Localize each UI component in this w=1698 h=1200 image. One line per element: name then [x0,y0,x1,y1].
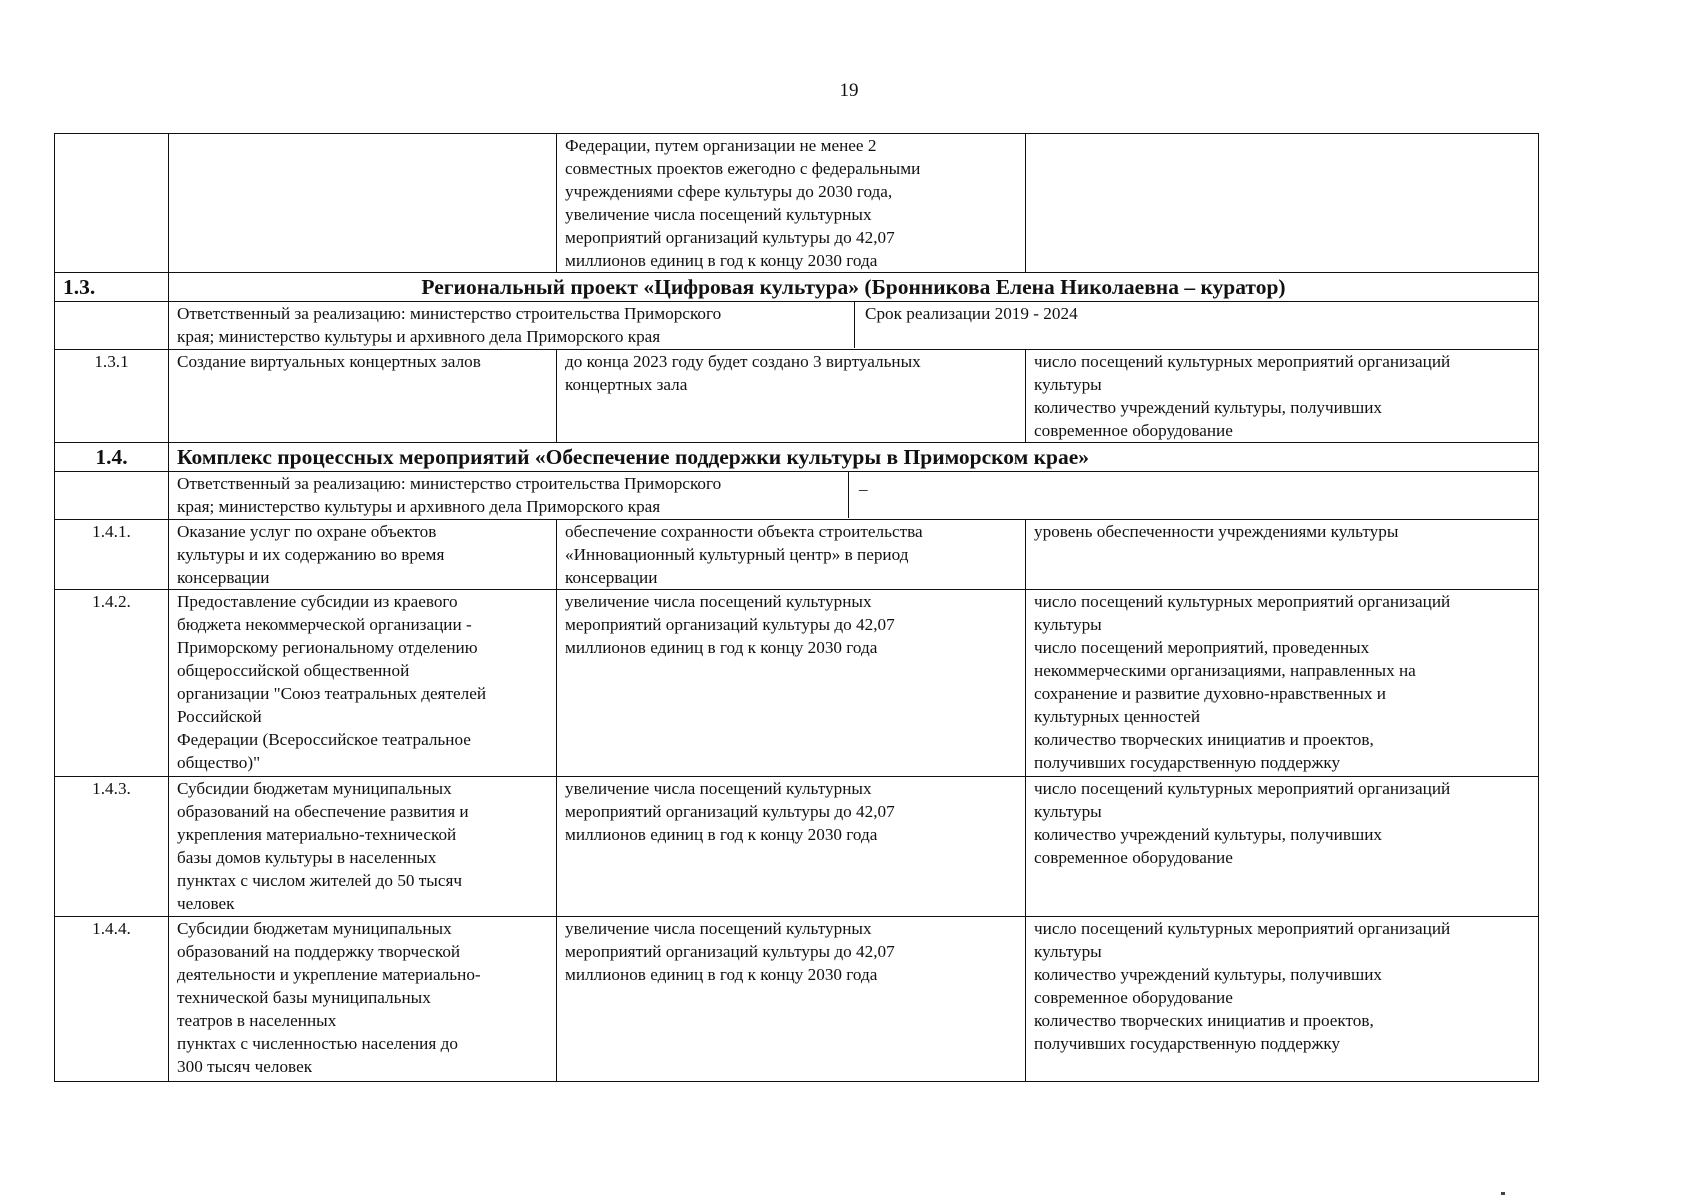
item-indicator-cell [1026,520,1539,590]
cell-line: Ответственный за реализацию: министерство строительства Приморского [177,304,722,323]
cell-line: Субсидии бюджетам муниципальных [177,779,452,798]
cell-line: современное оборудование [1034,988,1233,1007]
cell-line: миллионов единиц в год к концу 2030 года [565,251,878,270]
cell-line: количество творческих инициатив и проектов, [1034,1011,1374,1030]
cell-line: культуры [1034,802,1102,821]
cell-line: технической базы муниципальных [177,988,431,1007]
cell-line: Приморскому региональному отделению [177,638,478,657]
cell-line: мероприятий организаций культуры до 42,07 [565,802,895,821]
responsible-row [55,302,1539,350]
section-title: Региональный проект «Цифровая культура» (Бронникова Елена Николаевна – куратор) [169,273,1539,302]
cell-line: обеспечение сохранности объекта строительства [565,522,923,541]
cell-line: увеличение числа посещений культурных [565,779,872,798]
item-name-cell [169,590,557,777]
responsible-text [169,472,849,518]
table-row [55,350,1539,443]
cell-line: мероприятий организаций культуры до 42,07 [565,942,895,961]
cell-line: пунктах с численностью населения до [177,1034,458,1053]
item-result-cell [557,520,1026,590]
cell-line: бюджета некоммерческой организации - [177,615,472,634]
cell-line: культуры [1034,942,1102,961]
cell-line: деятельности и укрепление материально- [177,965,481,984]
cell-line: миллионов единиц в год к концу 2030 года [565,638,878,657]
item-number: 1.4.3. [92,779,131,798]
cell-line: края; министерство культуры и архивного дела Приморского края [177,497,661,516]
table-row [55,134,1539,273]
cell-line: количество творческих инициатив и проектов, [1034,730,1374,749]
cell-line: базы домов культуры в населенных [177,848,437,867]
section-title: Комплекс процессных мероприятий «Обеспечение поддержки культуры в Приморском крае» [169,443,1539,472]
cell-line: мероприятий организаций культуры до 42,07 [565,228,895,247]
cell-line: миллионов единиц в год к концу 2030 года [565,825,878,844]
item-name-cell [169,134,557,273]
cell-line: увеличение числа посещений культурных [565,592,872,611]
term-text: _ [859,474,868,493]
cell-line: общество)" [177,753,261,772]
cell-line: консервации [177,568,270,587]
cell-line: культуры и их содержанию во время [177,545,445,564]
section-number: 1.3. [55,273,169,302]
cell-line: количество учреждений культуры, получивших [1034,398,1382,417]
cell-line: мероприятий организаций культуры до 42,07 [565,615,895,634]
cell-line: края; министерство культуры и архивного дела Приморского края [177,327,661,346]
section-header-row [55,443,1539,472]
cell-line: число посещений культурных мероприятий организаций [1034,779,1451,798]
item-number: 1.4.4. [92,919,131,938]
item-name-cell [169,520,557,590]
table-row [55,520,1539,590]
cell-line: совместных проектов ежегодно с федеральными [565,159,921,178]
item-result-cell [557,590,1026,777]
empty-cell [55,302,169,350]
cell-line: 300 тысяч человек [177,1057,313,1076]
cell-line: пунктах с числом жителей до 50 тысяч [177,871,463,890]
term-text: Срок реализации 2019 - 2024 [865,304,1078,323]
cell-line: укрепления материально-технической [177,825,457,844]
cell-line: Создание виртуальных концертных залов [177,352,481,371]
cell-line: увеличение числа посещений культурных [565,919,872,938]
cell-line: сохранение и развитие духовно-нравственных и [1034,684,1386,703]
item-result-cell [557,777,1026,917]
measures-table [54,133,1539,1082]
cell-line: число посещений мероприятий, проведенных [1034,638,1370,657]
table-row [55,590,1539,777]
item-number-cell [55,520,169,590]
empty-cell [55,472,169,520]
cell-line: миллионов единиц в год к концу 2030 года [565,965,878,984]
cell-line: Предоставление субсидии из краевого [177,592,458,611]
item-indicator-cell [1026,350,1539,443]
cell-line: общероссийской общественной [177,661,410,680]
cell-line: Субсидии бюджетам муниципальных [177,919,452,938]
cell-line: Российской [177,707,262,726]
item-indicator-cell [1026,134,1539,273]
cell-line: учреждениями сфере культуры до 2030 года, [565,182,893,201]
cell-line: современное оборудование [1034,848,1233,867]
responsible-cell [169,302,1539,350]
scan-artifact [1501,1192,1505,1195]
cell-line: консервации [565,568,658,587]
cell-line: образований на обеспечение развития и [177,802,469,821]
item-number-cell [55,590,169,777]
item-indicator-cell [1026,590,1539,777]
cell-line: уровень обеспеченности учреждениями культуры [1034,522,1399,541]
responsible-cell [169,472,1539,520]
cell-line: увеличение числа посещений культурных [565,205,872,224]
cell-line: количество учреждений культуры, получивших [1034,965,1382,984]
cell-line: некоммерческими организациями, направленных на [1034,661,1416,680]
cell-line: число посещений культурных мероприятий организаций [1034,592,1451,611]
page-number: 19 [839,80,859,101]
cell-line: Оказание услуг по охране объектов [177,522,437,541]
cell-line: культуры [1034,375,1102,394]
item-indicator-cell [1026,777,1539,917]
cell-line: количество учреждений культуры, получивших [1034,825,1382,844]
table-row [55,777,1539,917]
cell-line: Федерации (Всероссийское театральное [177,730,471,749]
item-result-cell [557,350,1026,443]
cell-line: культуры [1034,615,1102,634]
item-number-cell [55,350,169,443]
cell-line: современное оборудование [1034,421,1233,440]
responsible-row [55,472,1539,520]
item-number-cell [55,917,169,1082]
cell-line: число посещений культурных мероприятий организаций [1034,352,1451,371]
cell-line: организации "Союз театральных деятелей [177,684,487,703]
cell-line: получивших государственную поддержку [1034,753,1341,772]
item-number: 1.4.1. [92,522,131,541]
section-header-row [55,273,1539,302]
item-number: 1.4.2. [92,592,131,611]
item-result-cell [557,134,1026,273]
item-name-cell [169,777,557,917]
cell-line: концертных зала [565,375,688,394]
cell-line: Ответственный за реализацию: министерство строительства Приморского [177,474,722,493]
responsible-text [169,302,855,348]
item-indicator-cell [1026,917,1539,1082]
table-row [55,917,1539,1082]
cell-line: театров в населенных [177,1011,337,1030]
cell-line: число посещений культурных мероприятий организаций [1034,919,1451,938]
item-name-cell [169,917,557,1082]
item-number-cell [55,777,169,917]
cell-line: Федерации, путем организации не менее 2 [565,136,877,155]
section-number: 1.4. [55,443,169,472]
item-number: 1.3.1 [94,352,129,371]
cell-line: до конца 2023 году будет создано 3 виртуальных [565,352,921,371]
cell-line: получивших государственную поддержку [1034,1034,1341,1053]
item-name-cell [169,350,557,443]
cell-line: культурных ценностей [1034,707,1201,726]
item-number-cell [55,134,169,273]
cell-line: образований на поддержку творческой [177,942,461,961]
cell-line: человек [177,894,235,913]
item-result-cell [557,917,1026,1082]
cell-line: «Инновационный культурный центр» в период [565,545,909,564]
